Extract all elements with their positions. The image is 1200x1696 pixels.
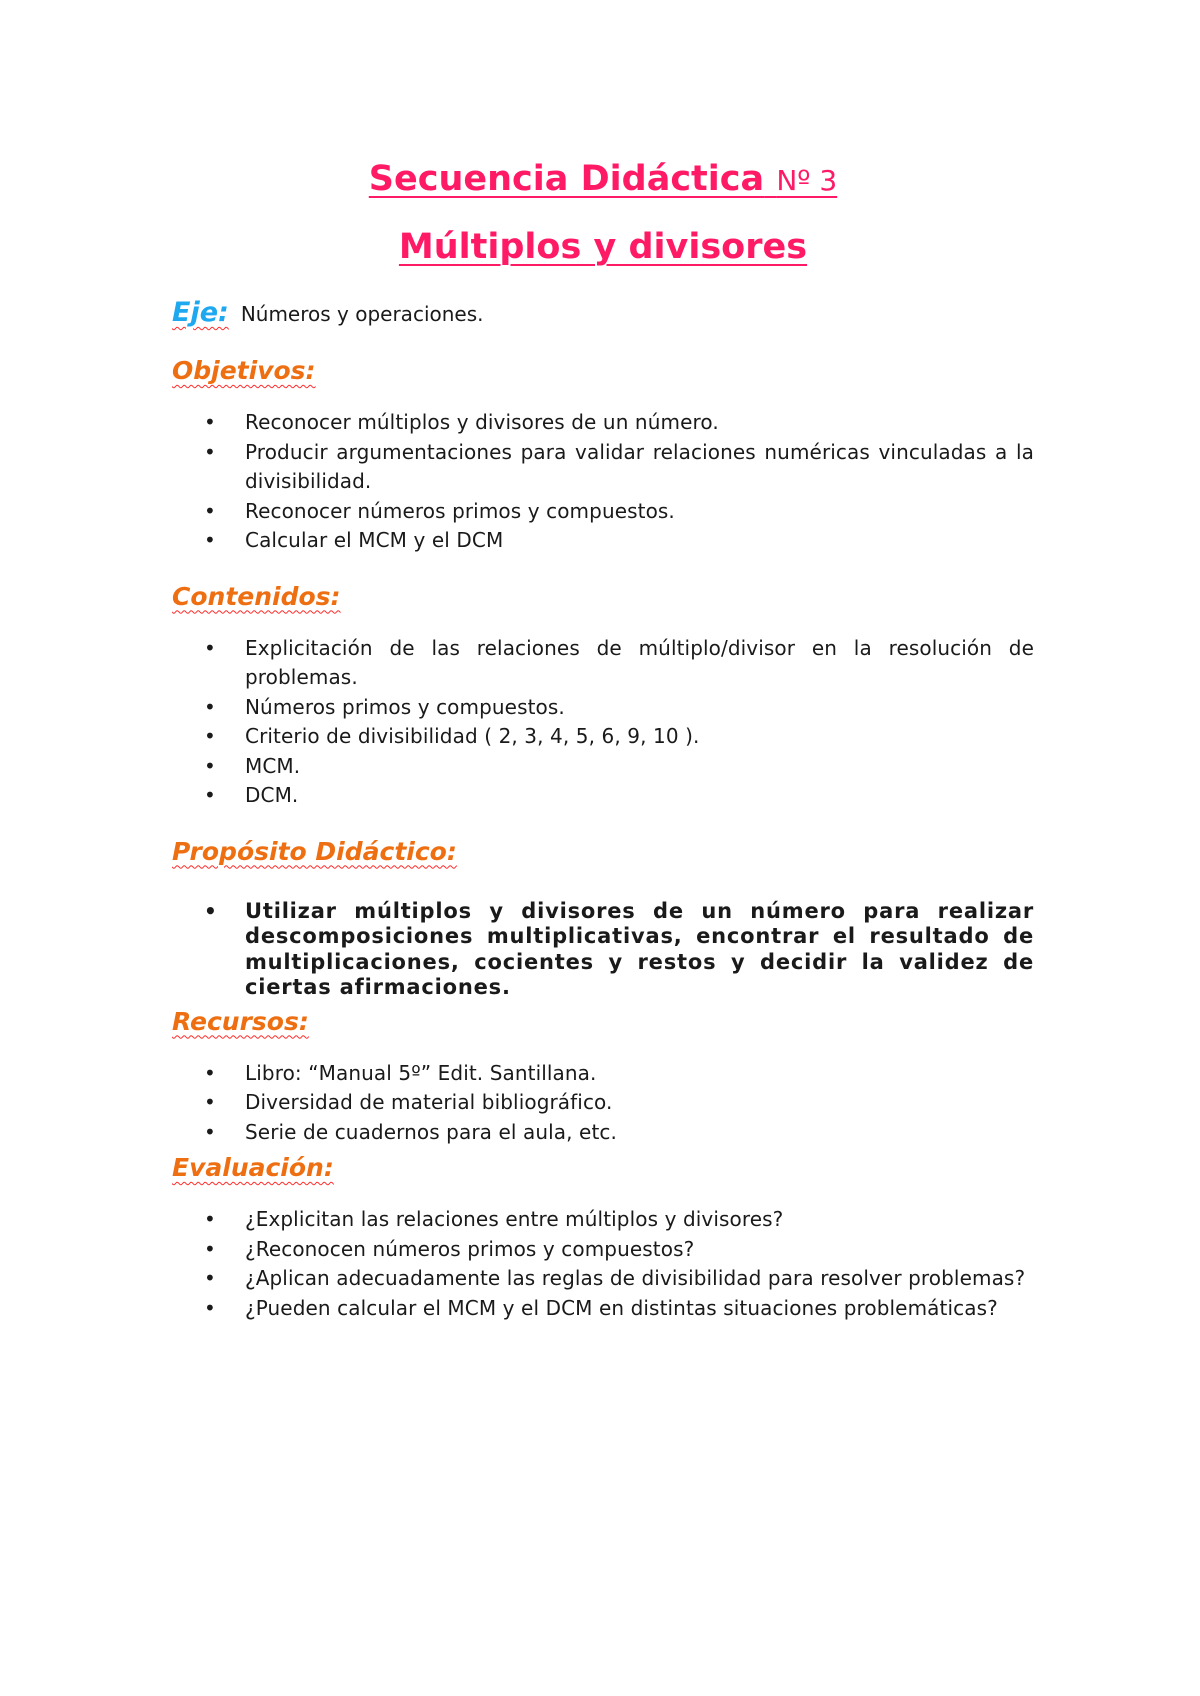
list-item-text: Producir argumentaciones para validar relaciones numéricas vinculadas a la divisibilidad. <box>245 439 1034 493</box>
list-item-text: DCM. <box>245 783 299 807</box>
list-item <box>172 752 1034 782</box>
evaluacion-heading: Evaluación: <box>172 1153 334 1182</box>
eje-row <box>172 296 1034 330</box>
list-item <box>172 1205 1034 1235</box>
bullet-icon: • <box>204 439 216 464</box>
bullet-icon: • <box>204 898 218 923</box>
list-item-text: Utilizar múltiplos y divisores de un número para realizar descomposiciones multiplicativas, encontrar el resultado de multiplicaciones, cocientes y restos y decidir la validez de ciertas afirmaciones. <box>245 898 1034 999</box>
eje-label: Eje: <box>172 297 229 328</box>
list-item <box>172 408 1034 438</box>
list-item <box>172 634 1034 693</box>
list-item <box>172 1294 1034 1324</box>
bullet-icon: • <box>204 1266 216 1290</box>
bullet-icon: • <box>204 1060 216 1085</box>
section-recursos <box>172 1005 1034 1148</box>
bullet-icon: • <box>204 783 216 807</box>
bullet-icon: • <box>204 1207 216 1231</box>
list-item <box>172 526 1034 556</box>
list-item-text: MCM. <box>245 753 301 778</box>
list-item <box>172 1264 1034 1294</box>
objetivos-list <box>172 408 1034 556</box>
bullet-icon: • <box>204 498 216 523</box>
list-item-text: Calcular el MCM y el DCM <box>245 528 504 552</box>
list-item-text: Reconocer múltiplos y divisores de un número. <box>245 410 719 434</box>
list-item <box>172 1059 1034 1089</box>
list-item-text: ¿Pueden calcular el MCM y el DCM en distintas situaciones problemáticas? <box>245 1295 998 1320</box>
contenidos-list <box>172 634 1034 811</box>
contenidos-heading: Contenidos: <box>172 581 341 611</box>
list-item <box>172 781 1034 811</box>
bullet-icon: • <box>204 1236 216 1261</box>
recursos-list <box>172 1059 1034 1148</box>
bullet-icon: • <box>204 724 216 748</box>
title-number: Nº 3 <box>776 164 838 197</box>
bullet-icon: • <box>204 528 216 552</box>
evaluacion-list <box>172 1205 1034 1323</box>
bullet-icon: • <box>204 1090 216 1114</box>
document-subtitle: Múltiplos y divisores <box>398 227 808 267</box>
document-title <box>172 156 1034 204</box>
document-content <box>172 150 1034 1323</box>
section-evaluacion <box>172 1151 1034 1323</box>
list-item <box>172 899 1034 1001</box>
list-item-text: Libro: “Manual 5º” Edit. Santillana. <box>245 1060 597 1085</box>
recursos-heading: Recursos: <box>172 1006 309 1036</box>
objetivos-heading: Objetivos: <box>172 356 316 385</box>
proposito-list <box>172 899 1034 1001</box>
list-item <box>172 438 1034 497</box>
list-item-text: ¿Reconocen números primos y compuestos? <box>245 1236 695 1261</box>
list-item <box>172 722 1034 752</box>
list-item-text: Números primos y compuestos. <box>245 694 565 719</box>
bullet-icon: • <box>204 1119 216 1144</box>
bullet-icon: • <box>204 694 216 719</box>
bullet-icon: • <box>204 635 216 660</box>
list-item <box>172 497 1034 527</box>
list-item-text: ¿Aplican adecuadamente las reglas de divisibilidad para resolver problemas? <box>245 1266 1026 1290</box>
bullet-icon: • <box>204 753 216 778</box>
list-item <box>172 1088 1034 1118</box>
bullet-icon: • <box>204 1295 216 1320</box>
list-item-text: Diversidad de material bibliográfico. <box>245 1090 613 1114</box>
section-contenidos <box>172 580 1034 811</box>
section-objetivos <box>172 354 1034 556</box>
list-item-text: Reconocer números primos y compuestos. <box>245 498 675 523</box>
list-item-text: Serie de cuadernos para el aula, etc. <box>245 1119 617 1144</box>
eje-text: Números y operaciones. <box>240 302 484 326</box>
bullet-icon: • <box>204 410 216 434</box>
proposito-heading: Propósito Didáctico: <box>172 836 457 866</box>
list-item <box>172 1118 1034 1148</box>
list-item <box>172 1235 1034 1265</box>
list-item-text: Criterio de divisibilidad ( 2, 3, 4, 5, 6, 9, 10 ). <box>245 724 700 748</box>
list-item <box>172 693 1034 723</box>
list-item-text: ¿Explicitan las relaciones entre múltiplos y divisores? <box>245 1207 784 1231</box>
list-item-text: Explicitación de las relaciones de múltiplo/divisor en la resolución de problemas. <box>245 635 1034 689</box>
title-text: Secuencia Didáctica <box>368 159 765 199</box>
section-proposito <box>172 835 1034 1001</box>
